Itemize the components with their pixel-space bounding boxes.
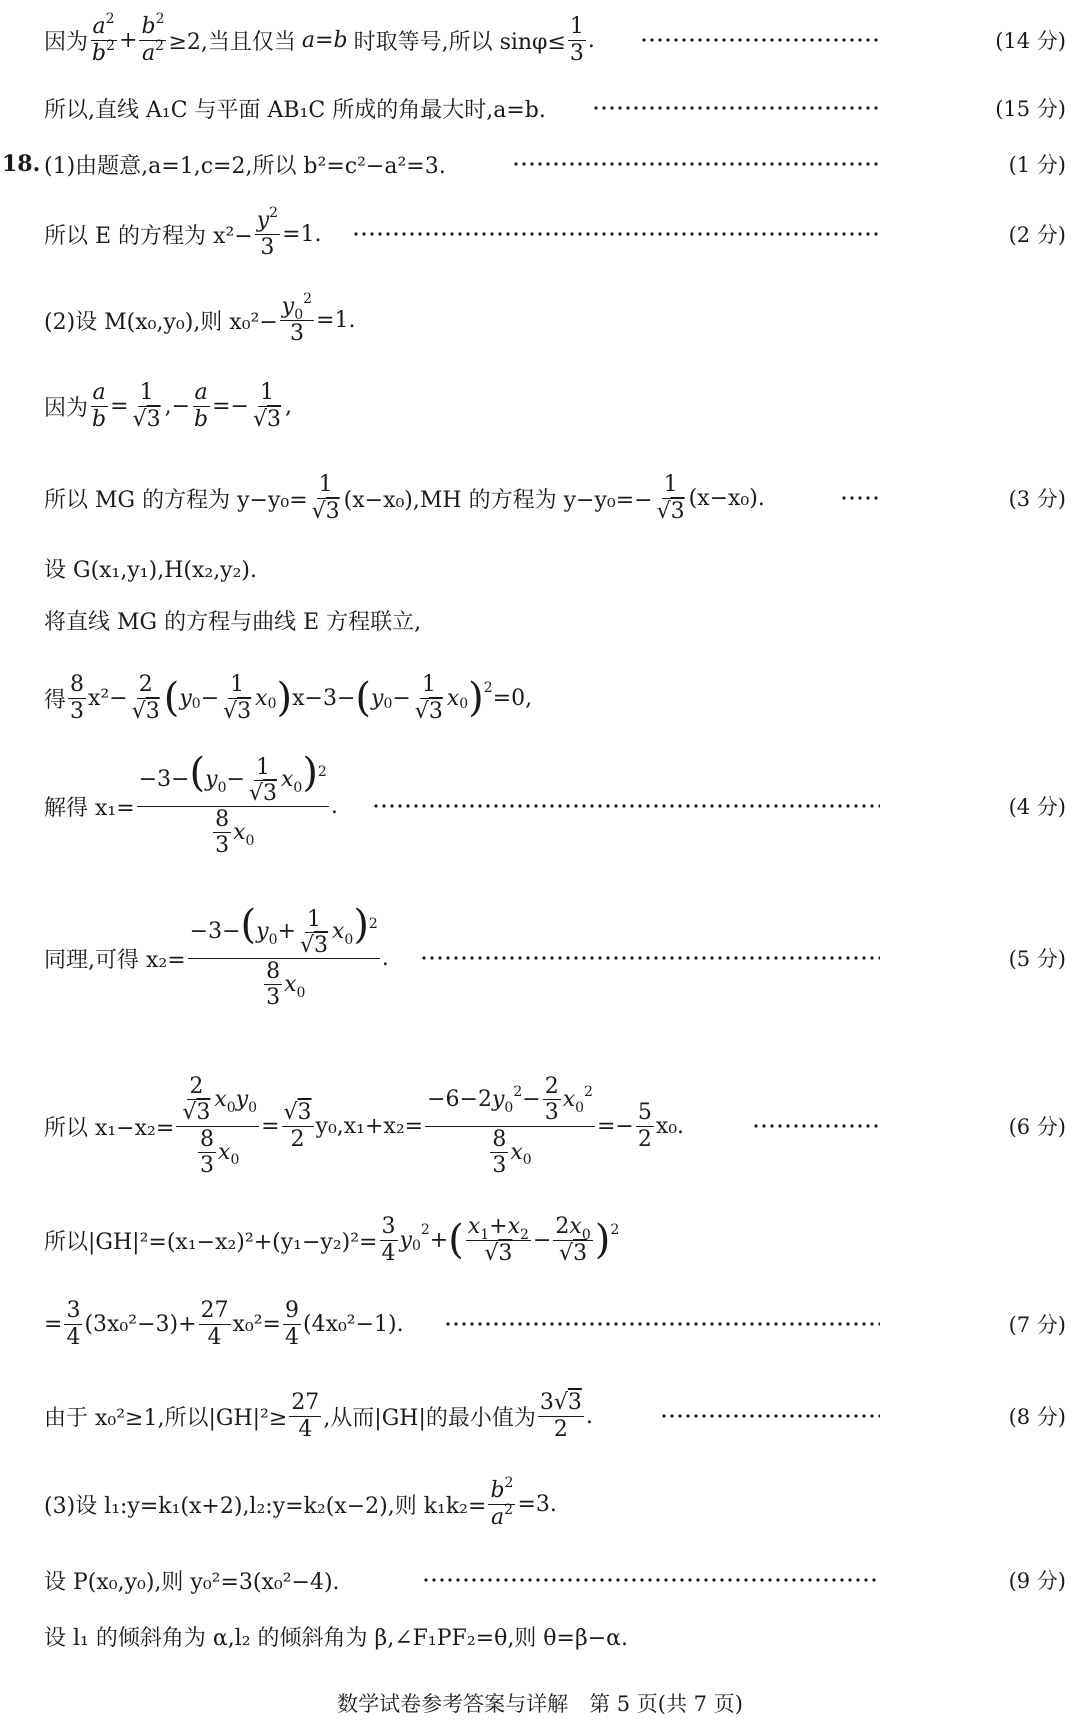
text: 设 P(x₀,y₀),则 y₀²=3(x₀²−4). [44,1569,340,1595]
fraction: $2x_0$ √3 [555,1214,591,1266]
fraction: $\frac{y^2}{3}$ [256,205,279,260]
leader-dots [592,106,880,110]
math-line: 同理,可得 x₂= $-3-(y_0+$ $\frac{1}{√3}$ $x_0)^2$ $\frac{8}{3}$ $x_0$ . [44,902,389,1011]
fraction: 1 √3 [414,672,443,724]
fraction: $-3-(y_0-$ $\frac{1}{√3}$ $x_0)^2$ $\frac{8}{3}$ $x_0$ [138,750,327,859]
fraction: $\frac{b^2}{a^2}$ [141,11,165,66]
line-q18-8 [0,658,1080,738]
text: =0, [492,685,533,711]
math-line: 因为 a b = 1 √3 ,− $\frac{a}{b}$ =− 1 √3 , [44,380,293,432]
line-q18-12 [0,1198,1080,1282]
text: 所以,直线 A₁C 与平面 AB₁C 所成的角最大时,a=b. [44,97,546,123]
text: 时取等号,所以 sinφ≤ [353,29,566,55]
fraction: $a^2$ $b^2$ [92,11,116,66]
score-label: (2 分) [1008,223,1066,247]
question-number: 18. [2,151,41,177]
text: 解得 x₁= [44,795,135,821]
leader-dots [840,496,880,500]
text: 因为 [44,29,89,55]
text: = [44,1311,63,1337]
text: =1. [316,307,356,333]
line-q18-13 [0,1284,1080,1364]
fraction: 1 √3 [252,380,282,432]
line-q18-5 [0,458,1080,538]
score-label: (7 分) [1008,1313,1066,1337]
score-label: (8 分) [1008,1405,1066,1429]
score-label: (14 分) [995,29,1066,53]
text: x₀. [655,1113,685,1139]
leader-dots [752,1124,880,1128]
leader-dots [444,1322,880,1326]
text: 将直线 MG 的方程与曲线 E 方程联立, [44,609,422,635]
text: =3. [517,1491,557,1517]
fraction: 8 3 [70,672,85,724]
fraction: $\frac{27}{4}$ [291,1390,320,1442]
score-label: (1 分) [1008,153,1066,177]
fraction: a b [92,380,107,432]
math-line [44,1464,557,1544]
math-line [44,1284,404,1364]
text: 所以 MG 的方程为 y−y₀= [44,487,308,513]
math-line [44,194,322,274]
fraction: 3√3 2 [539,1390,582,1442]
math-line: 得 8 3 x²− $\frac{2}{√3}$ ( y 0 − 1 √3 x 0 ) x−3− ( y 0 − 1 √3 x 0 ) 2 =0, [44,672,533,724]
text: 得 [44,687,67,713]
text: x²− [88,685,128,711]
score-label: (15 分) [995,97,1066,121]
line-q18-7 [0,580,1080,660]
math-line: 因为 $a^2$ $b^2$ + $\frac{b^2}{a^2}$ ≥2,当且仅当 a = b 时取等号,所以 sinφ≤ $\frac{1}{3}$ . [44,11,595,66]
score-label: (4 分) [1008,795,1066,819]
text: (4x₀²−1). [303,1311,404,1337]
leader-dots [640,38,880,42]
fraction: $\frac{2}{√3}$ $x_0y_0$ $\frac{8}{3}$ $x_0$ [176,1074,259,1178]
fraction: $\frac{1}{√3}$ [656,472,685,524]
line-q18-1 [0,124,1080,204]
math-line: 解得 x₁= $-3-(y_0-$ $\frac{1}{√3}$ $x_0)^2$ $\frac{8}{3}$ $x_0$ . [44,750,338,859]
leader-dots [352,232,880,236]
math-line: 由于 x₀²≥1,所以|GH|²≥ $\frac{27}{4}$ ,从而|GH|的最小值为 3√3 2 . [44,1390,593,1442]
text: (3)设 l₁:y=k₁(x+2),l₂:y=k₂(x−2),则 k₁k₂= [44,1493,487,1519]
text: (2)设 M(x₀,y₀),则 x₀²− [44,309,278,335]
text: 所以|GH|²=(x₁−x₂)²+(y₁−y₂)²= [44,1229,378,1255]
fraction: $\frac{1}{3}$ [569,14,584,66]
line-q18-2 [0,194,1080,274]
math-line: 所以 x₁−x₂= $\frac{2}{√3}$ $x_0y_0$ $\frac{8}{3}$ $x_0$ = √3 2 y₀,x₁+x₂= $-6-2y_0^2-$ $\frac{2}{3}$ $x_0^2$ $\frac{8}{3}$ $x_0$ =− 5 2 x₀. [44,1073,685,1178]
fraction: $\frac{a}{b}$ [194,380,209,432]
score-label: (6 分) [1008,1115,1066,1139]
text: x₀²= [232,1311,281,1337]
fraction: 1 √3 [132,380,161,432]
text: ,− [164,393,191,419]
fraction: $\frac{27}{4}$ [200,1298,229,1350]
fraction: $\frac{3}{4}$ [381,1214,396,1266]
fraction: $\frac{2}{√3}$ [131,672,160,724]
score-label: (3 分) [1008,487,1066,511]
text: (3x₀²−3)+ [84,1311,197,1337]
text: 因为 [44,395,89,421]
math-line: 所以|GH|²=(x₁−x₂)²+(y₁−y₂)²= $\frac{3}{4}$ y 0 2 + ( $x_1+x_2$ √3 − $2x_0$ √3 ) 2 [44,1214,620,1266]
text: 设 l₁ 的倾斜角为 α,l₂ 的倾斜角为 β,∠F₁PF₂=θ,则 θ=β−α. [44,1625,628,1651]
line-q18-15 [0,1464,1080,1544]
fraction: $\frac{1}{√3}$ [311,472,340,524]
leader-dots [512,162,882,166]
text: (1)由题意,a=1,c=2,所以 b²=c²−a²=3. [44,153,446,179]
text: ≥2,当且仅当 [168,29,296,55]
line-q18-3 [0,280,1080,360]
fraction: 5 2 [637,1100,652,1152]
text: 所以 E 的方程为 x²− [44,223,253,249]
line-q18-9 [0,750,1080,859]
text: 同理,可得 x₂= [44,947,186,973]
line-q18-4 [0,366,1080,446]
line-q18-14 [0,1376,1080,1456]
text: 由于 x₀²≥1,所以|GH|²≥ [44,1405,288,1431]
leader-dots [372,804,880,808]
fraction: $\frac{b^2}{a^2}$ [490,1475,514,1530]
text: (x−x₀). [688,485,765,511]
fraction: $\frac{y_0^2}{3}$ [281,291,313,346]
fraction: √3 2 [283,1100,312,1152]
line-q18-10 [0,902,1080,1011]
text: 所以 x₁−x₂= [44,1115,175,1141]
fraction: $-3-(y_0+$ $\frac{1}{√3}$ $x_0)^2$ $\frac{8}{3}$ $x_0$ [189,902,378,1011]
page-footer: 数学试卷参考答案与详解 第 5 页(共 7 页) [337,1692,743,1716]
text: y₀,x₁+x₂= [315,1113,424,1139]
score-label: (5 分) [1008,947,1066,971]
fraction: $-6-2y_0^2-$ $\frac{2}{3}$ $x_0^2$ $\frac{8}{3}$ $x_0$ [427,1073,593,1178]
math-line [44,280,356,360]
leader-dots [422,1578,880,1582]
line-q18-17 [0,1596,1080,1676]
line-q18-11 [0,1066,1080,1186]
text: (x−x₀),MH 的方程为 y−y₀=− [343,487,653,513]
fraction: $\frac{9}{4}$ [285,1298,299,1350]
leader-dots [660,1414,880,1418]
fraction: 1 √3 [223,672,252,724]
fraction: $x_1+x_2$ √3 [467,1214,529,1266]
leader-dots [420,956,880,960]
math-line [44,458,765,538]
text: ,从而|GH|的最小值为 [323,1405,536,1431]
text: x−3− [292,685,356,711]
score-label: (9 分) [1008,1569,1066,1593]
fraction: $\frac{3}{4}$ [66,1298,81,1350]
text: =1. [282,221,322,247]
text: 设 G(x₁,y₁),H(x₂,y₂). [44,557,258,583]
